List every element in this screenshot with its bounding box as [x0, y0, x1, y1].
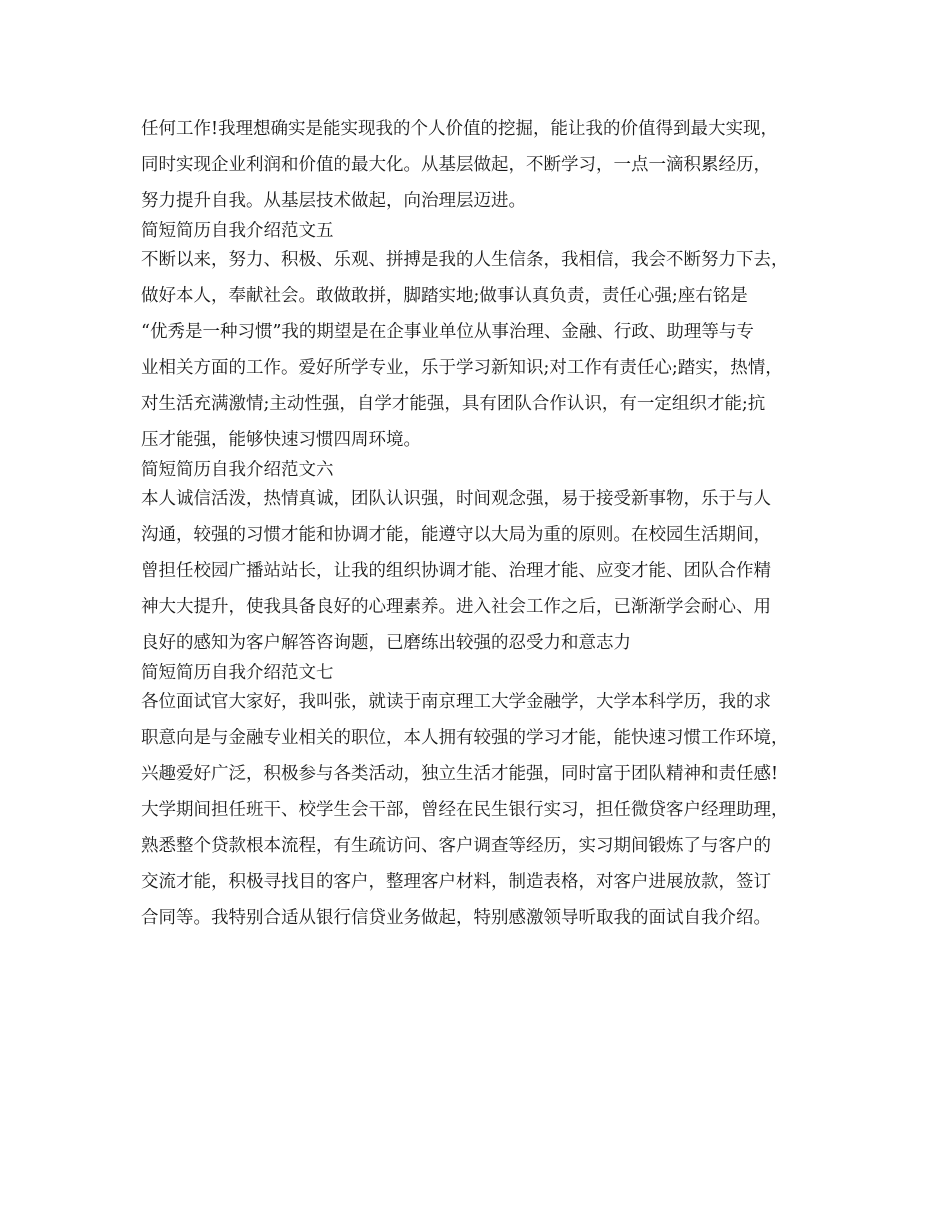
paragraph-line: 熟悉整个贷款根本流程，有生疏访问、客户调查等经历，实习期间锻炼了与客户的 — [141, 836, 771, 856]
paragraph-line: 职意向是与金融专业相关的职位，本人拥有较强的学习才能，能快速习惯工作环境， — [141, 728, 789, 748]
paragraph-line: 对生活充满激情;主动性强，自学才能强，具有团队合作认识，有一定组织才能;抗 — [141, 394, 766, 414]
paragraph-line: 大学期间担任班干、校学生会干部，曾经在民生银行实习，担任微贷客户经理助理， — [141, 800, 789, 820]
paragraph-line: 交流才能，积极寻找目的客户，整理客户材料，制造表格，对客户进展放款，签订 — [141, 872, 771, 892]
paragraph-line: 做好本人，奉献社会。敢做敢拼，脚踏实地;做事认真负责，责任心强;座右铭是 — [141, 286, 748, 306]
paragraph-line: 业相关方面的工作。爱好所学专业，乐于学习新知识;对工作有责任心;踏实，热情， — [141, 358, 783, 378]
paragraph-line: 本人诚信活泼，热情真诚，团队认识强，时间观念强，易于接受新事物，乐于与人 — [141, 489, 771, 509]
section-heading-5: 简短简历自我介绍范文五 — [141, 221, 334, 241]
paragraph-line: 努力提升自我。从基层技术做起，向治理层迈进。 — [141, 191, 526, 211]
paragraph-line: 同时实现企业利润和价值的最大化。从基层做起，不断学习，一点一滴积累经历， — [141, 155, 771, 175]
paragraph-line: 兴趣爱好广泛，积极参与各类活动，独立生活才能强，同时富于团队精神和责任感! — [141, 764, 779, 784]
paragraph-line: 合同等。我特别合适从银行信贷业务做起，特别感激领导听取我的面试自我介绍。 — [141, 908, 771, 928]
paragraph-line: 良好的感知为客户解答咨询题，已磨练出较强的忍受力和意志力 — [141, 633, 631, 653]
paragraph-line: 任何工作!我理想确实是能实现我的个人价值的挖掘，能让我的价值得到最大实现， — [141, 119, 779, 139]
paragraph-line: 各位面试官大家好，我叫张，就读于南京理工大学金融学，大学本科学历，我的求 — [141, 692, 771, 712]
paragraph-line: 不断以来，努力、积极、乐观、拼搏是我的人生信条，我相信，我会不断努力下去， — [141, 250, 789, 270]
section-heading-6: 简短简历自我介绍范文六 — [141, 460, 334, 480]
paragraph-line: 沟通，较强的习惯才能和协调才能，能遵守以大局为重的原则。在校园生活期间， — [141, 525, 771, 545]
paragraph-line: 神大大提升，使我具备良好的心理素养。进入社会工作之后，已渐渐学会耐心、用 — [141, 597, 771, 617]
paragraph-line: “优秀是一种习惯”我的期望是在企事业单位从事治理、金融、行政、助理等与专 — [141, 322, 754, 342]
paragraph-line: 曾担任校园广播站站长，让我的组织协调才能、治理才能、应变才能、团队合作精 — [141, 561, 771, 581]
paragraph-line: 压才能强，能够快速习惯四周环境。 — [141, 430, 421, 450]
section-heading-7: 简短简历自我介绍范文七 — [141, 663, 334, 683]
document-body — [141, 114, 831, 934]
